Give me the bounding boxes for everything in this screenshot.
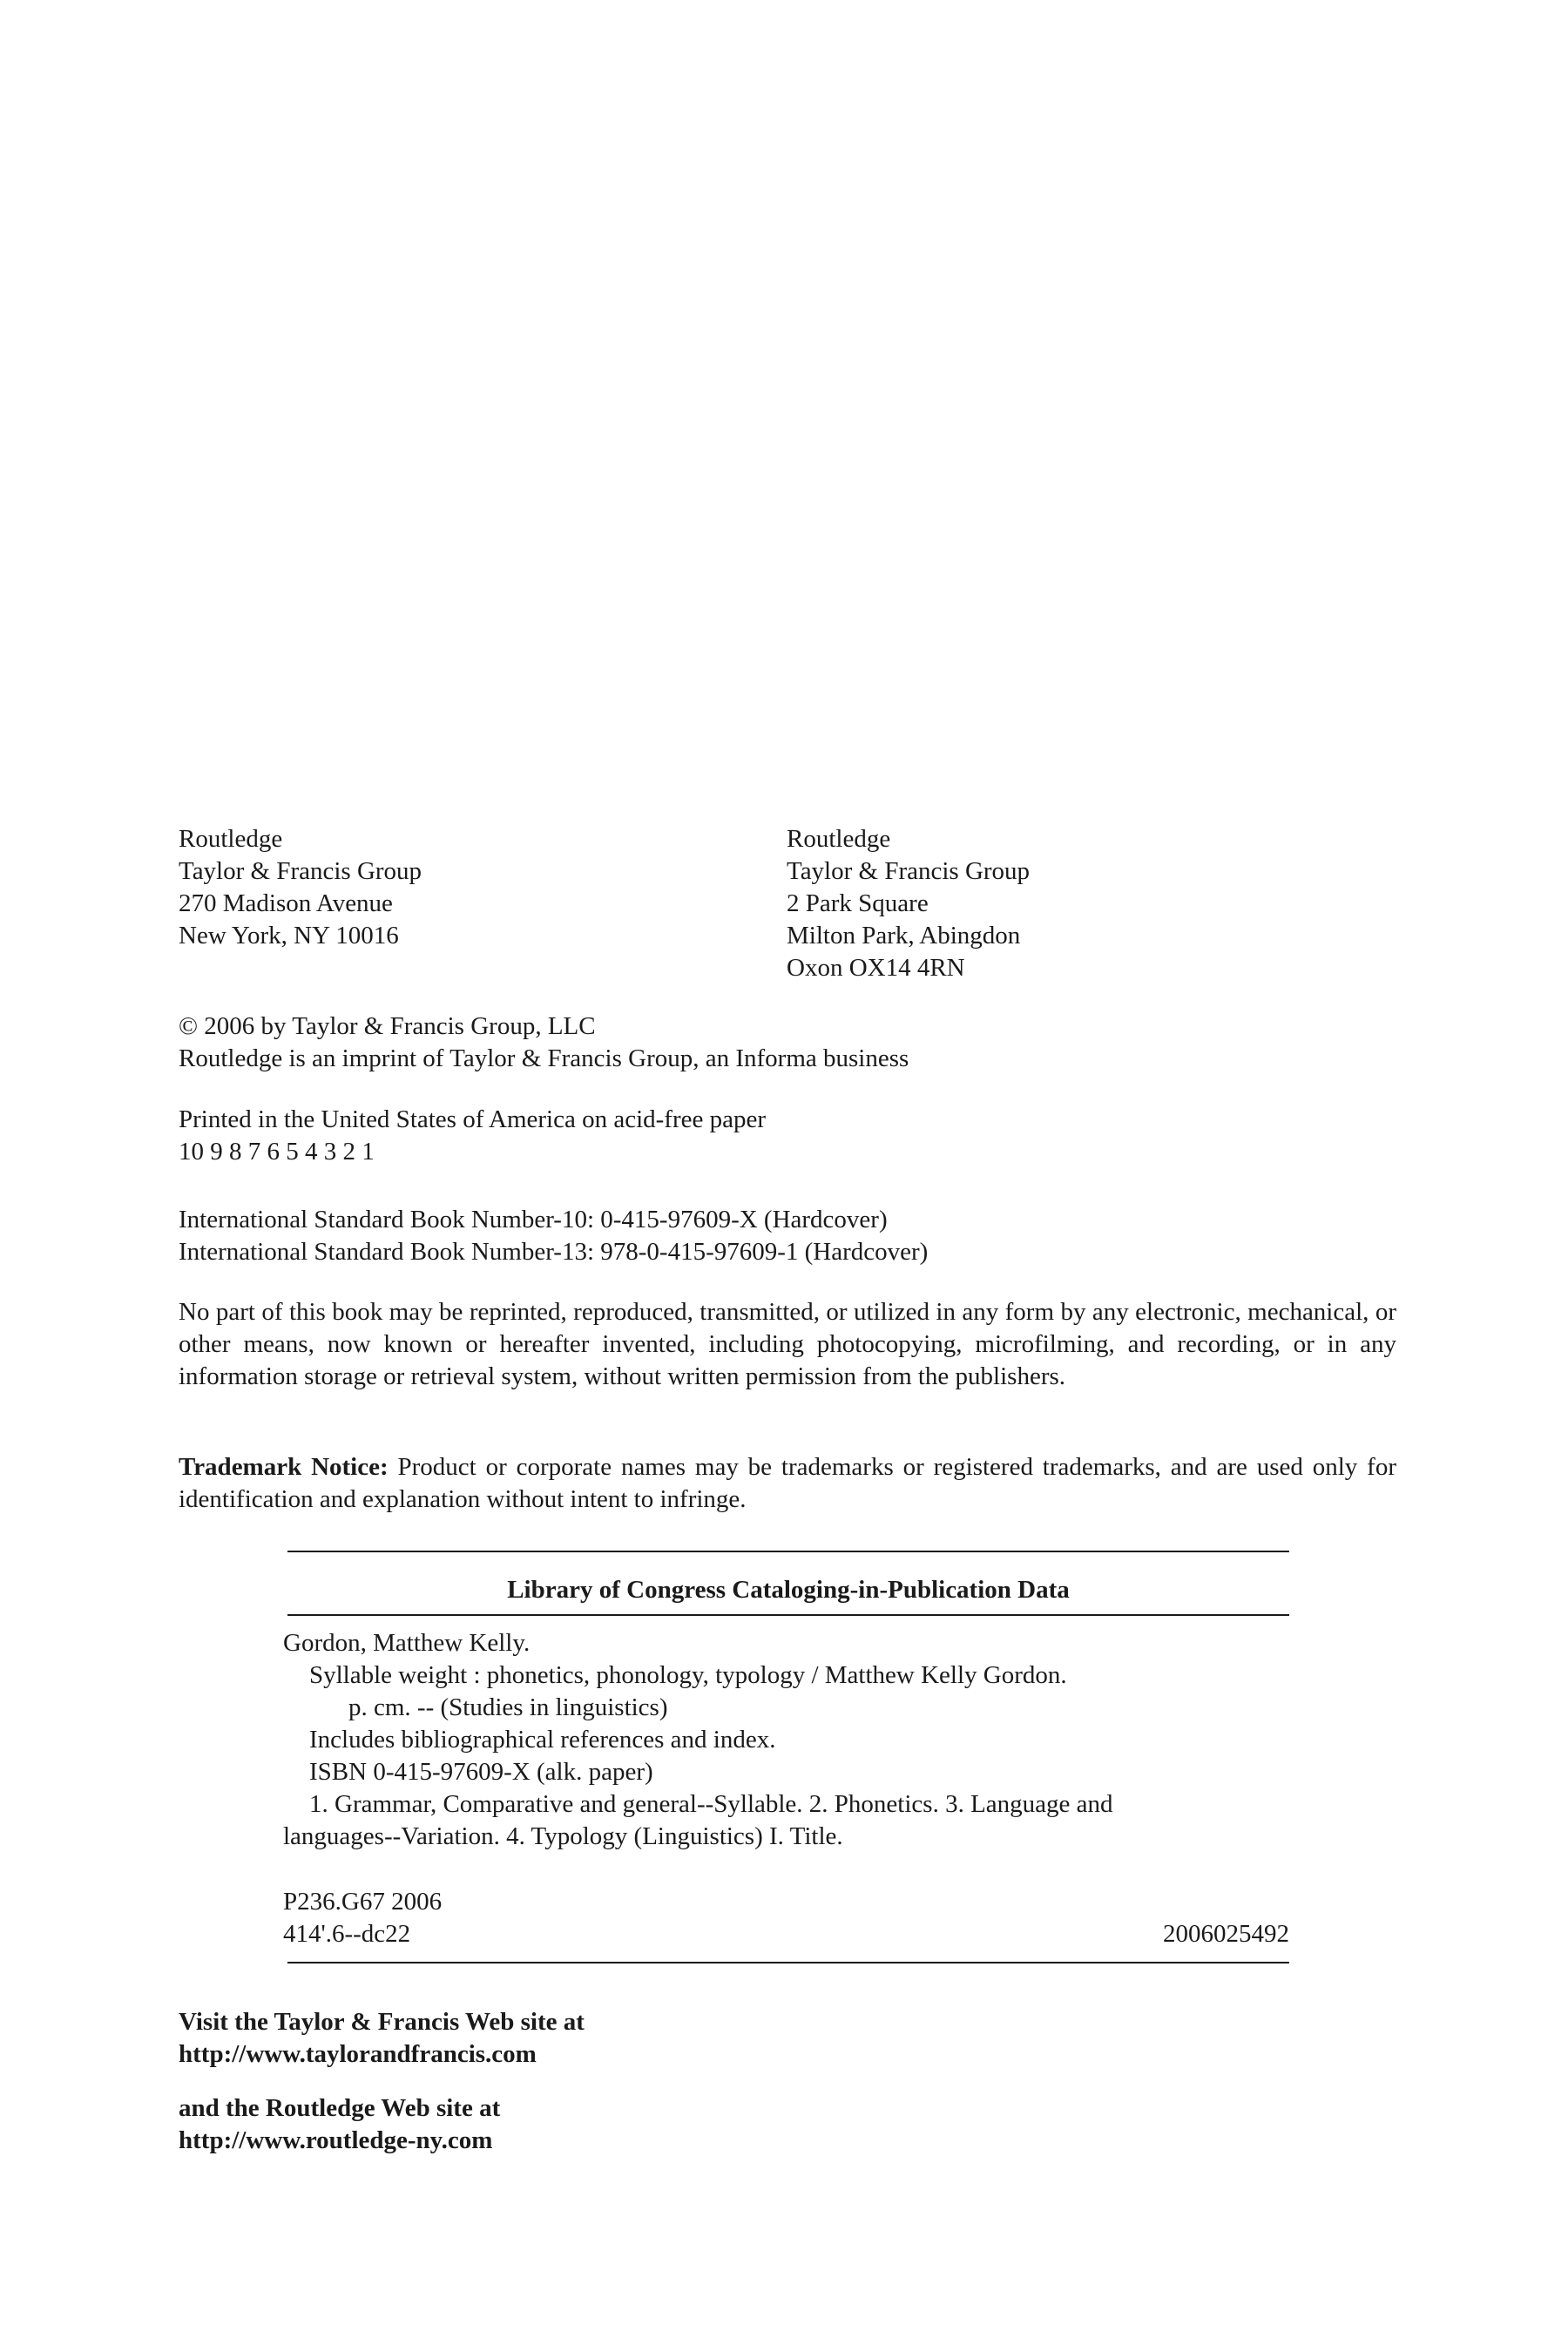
isbn-info [179, 1204, 1396, 1268]
publisher-group: Taylor & Francis Group [179, 857, 422, 885]
rt-website-url[interactable]: http://www.routledge-ny.com [179, 2126, 493, 2154]
cip-record [283, 1627, 1289, 1853]
rights-notice: No part of this book may be reprinted, reproduced, transmitted, or utilized in any form by any electronic, mechanical, or other means, now known or hereafter invented, including photocopying, microfilming, and recording, or in any information storage or retrieval system, without written permission from the publishers. [179, 1298, 1396, 1390]
cip-classification [283, 1886, 1289, 1950]
cip-top-rule [287, 1551, 1289, 1552]
copyright-notice [179, 1010, 1396, 1075]
cip-title-rule [287, 1614, 1289, 1616]
routledge-website [179, 2092, 1396, 2157]
publisher-locality: Milton Park, Abingdon [787, 922, 1021, 950]
taylor-francis-website [179, 2006, 1396, 2071]
copyright-line: © 2006 by Taylor & Francis Group, LLC [179, 1012, 596, 1040]
publisher-name: Routledge [787, 825, 891, 853]
trademark-notice [179, 1451, 1396, 1516]
printed-in-line: Printed in the United States of America on acid-free paper [179, 1105, 767, 1133]
publisher-street: 2 Park Square [787, 889, 929, 917]
cip-bottom-rule [287, 1962, 1289, 1963]
cip-bibliography-note: Includes bibliographical references and index. [309, 1726, 776, 1754]
cip-physical-series: p. cm. -- (Studies in linguistics) [348, 1693, 668, 1721]
imprint-line: Routledge is an imprint of Taylor & Francis Group, an Informa business [179, 1044, 909, 1072]
cip-lccn: 2006025492 [1163, 1920, 1289, 1948]
publisher-city: New York, NY 10016 [179, 922, 399, 950]
cip-subjects: 1. Grammar, Comparative and general--Syllable. 2. Phonetics. 3. Language and [309, 1790, 1113, 1818]
cip-dewey: 414'.6--dc22 [283, 1920, 411, 1948]
cip-author: Gordon, Matthew Kelly. [283, 1629, 531, 1657]
publisher-address-oxon [787, 823, 1030, 984]
cip-title-statement: Syllable weight : phonetics, phonology, typology / Matthew Kelly Gordon. [309, 1661, 1067, 1689]
trademark-text: Product or corporate names may be trademarks or registered trademarks, and are used only for identification and explanation without intent to infringe. [179, 1453, 1396, 1513]
printing-number-line: 10 9 8 7 6 5 4 3 2 1 [179, 1138, 375, 1166]
publisher-address-new-york [179, 823, 422, 952]
cip-isbn: ISBN 0-415-97609-X (alk. paper) [309, 1758, 653, 1786]
rt-website-label: and the Routledge Web site at [179, 2094, 501, 2122]
isbn-10-line: International Standard Book Number-10: 0-415-97609-X (Hardcover) [179, 1206, 888, 1233]
publisher-postcode: Oxon OX14 4RN [787, 954, 965, 982]
trademark-label: Trademark Notice: [179, 1453, 389, 1481]
cip-call-number: P236.G67 2006 [283, 1888, 443, 1916]
publisher-street: 270 Madison Avenue [179, 889, 393, 917]
tf-website-url[interactable]: http://www.taylorandfrancis.com [179, 2040, 537, 2068]
tf-website-label: Visit the Taylor & Francis Web site at [179, 2008, 585, 2036]
isbn-13-line: International Standard Book Number-13: 978-0-415-97609-1 (Hardcover) [179, 1238, 929, 1266]
cip-title: Library of Congress Cataloging-in-Publication Data [507, 1576, 1070, 1604]
publisher-name: Routledge [179, 825, 283, 853]
cip-subjects-continued: languages--Variation. 4. Typology (Linguistics) I. Title. [283, 1822, 843, 1850]
printing-info [179, 1104, 1396, 1168]
publisher-group: Taylor & Francis Group [787, 857, 1031, 885]
